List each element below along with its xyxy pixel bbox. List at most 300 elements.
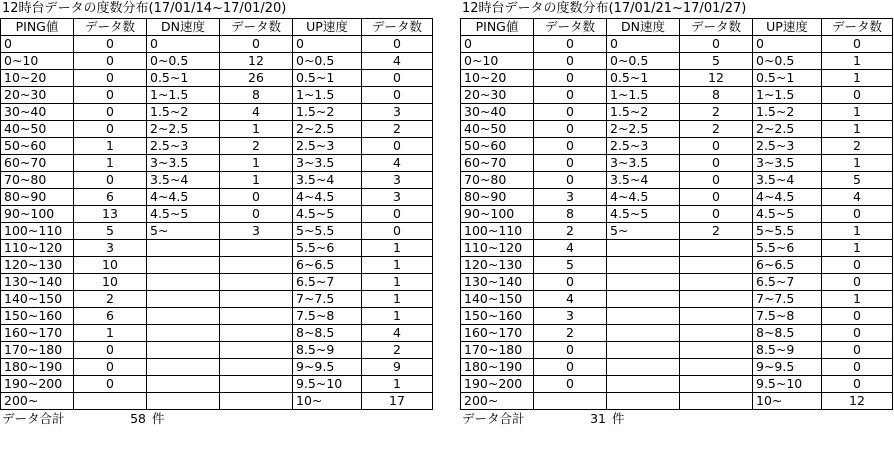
dn-range-cell [607,274,680,291]
table-row [1,121,433,138]
up-range-cell: 7~7.5 [753,291,822,308]
up-range-cell: 2~2.5 [753,121,822,138]
ping-count-cell: 0 [534,172,607,189]
table-row [1,240,433,257]
ping-count-cell: 0 [74,53,147,70]
table-row [461,36,893,53]
dn-range-cell [607,359,680,376]
total-count: 31 [590,411,606,426]
up-range-cell: 9.5~10 [293,376,362,393]
up-range-cell: 1.5~2 [753,104,822,121]
dn-count-cell: 0 [220,189,293,206]
up-range-cell: 6~6.5 [753,257,822,274]
ping-range-cell: 40~50 [461,121,534,138]
header-count: データ数 [822,19,893,36]
dn-count-cell [680,308,753,325]
table-row [1,359,433,376]
ping-count-cell: 2 [534,223,607,240]
up-count-cell: 0 [822,206,893,223]
dn-count-cell: 0 [680,36,753,53]
up-range-cell: 7.5~8 [753,308,822,325]
up-range-cell: 0.5~1 [753,70,822,87]
ping-range-cell: 0~10 [461,53,534,70]
dn-range-cell [147,325,220,342]
ping-range-cell: 200~ [1,393,74,410]
ping-count-cell: 4 [534,240,607,257]
table-row [1,138,433,155]
up-count-cell: 0 [822,87,893,104]
header-count: データ数 [362,19,433,36]
up-range-cell: 6.5~7 [753,274,822,291]
dn-count-cell: 2 [680,104,753,121]
dn-range-cell: 3.5~4 [147,172,220,189]
up-count-cell: 1 [822,121,893,138]
ping-range-cell: 160~170 [1,325,74,342]
table-row [1,87,433,104]
up-range-cell: 5~5.5 [293,223,362,240]
ping-range-cell: 50~60 [461,138,534,155]
dn-range-cell [607,393,680,410]
total-count: 58 [130,411,146,426]
dn-range-cell [147,308,220,325]
dn-count-cell [220,342,293,359]
ping-count-cell: 8 [534,206,607,223]
up-count-cell: 0 [822,274,893,291]
ping-range-cell: 90~100 [461,206,534,223]
up-count-cell: 4 [362,155,433,172]
up-range-cell: 2.5~3 [753,138,822,155]
ping-count-cell: 2 [534,325,607,342]
table-row [461,342,893,359]
ping-range-cell: 0 [1,36,74,53]
dn-count-cell [220,376,293,393]
table-row [1,291,433,308]
up-range-cell: 7.5~8 [293,308,362,325]
table-row [1,274,433,291]
ping-range-cell: 70~80 [461,172,534,189]
table-row [461,325,893,342]
table-row [461,359,893,376]
table-row [1,376,433,393]
ping-count-cell: 0 [74,70,147,87]
dn-range-cell: 5~ [607,223,680,240]
up-count-cell: 0 [822,342,893,359]
table-row [1,189,433,206]
dn-range-cell: 0 [607,36,680,53]
ping-count-cell: 0 [534,104,607,121]
ping-range-cell: 140~150 [1,291,74,308]
dn-range-cell [607,376,680,393]
dn-count-cell: 0 [680,155,753,172]
ping-count-cell: 0 [74,342,147,359]
up-count-cell: 2 [822,138,893,155]
ping-count-cell: 13 [74,206,147,223]
dn-range-cell [147,342,220,359]
header-up-speed: UP速度 [753,19,822,36]
ping-count-cell: 3 [74,240,147,257]
up-count-cell: 1 [822,240,893,257]
table-row [1,257,433,274]
dn-range-cell: 1.5~2 [147,104,220,121]
table-row [461,240,893,257]
up-range-cell: 8.5~9 [293,342,362,359]
up-range-cell: 1~1.5 [753,87,822,104]
ping-count-cell: 0 [534,53,607,70]
up-count-cell: 4 [822,189,893,206]
ping-count-cell [534,393,607,410]
dn-count-cell [680,359,753,376]
ping-count-cell: 5 [534,257,607,274]
dn-range-cell [147,291,220,308]
table-title: 12時台データの度数分布(17/01/21~17/01/27) [462,1,747,16]
dn-count-cell: 26 [220,70,293,87]
up-range-cell: 10~ [293,393,362,410]
header-dn-speed: DN速度 [147,19,220,36]
header-count: データ数 [680,19,753,36]
table-row [461,53,893,70]
up-range-cell: 5.5~6 [753,240,822,257]
up-count-cell: 4 [362,325,433,342]
up-range-cell: 9.5~10 [753,376,822,393]
up-count-cell: 1 [822,223,893,240]
ping-count-cell: 5 [74,223,147,240]
dn-range-cell: 2.5~3 [147,138,220,155]
header-row [1,19,433,36]
ping-count-cell: 0 [534,87,607,104]
dn-range-cell [147,274,220,291]
dn-count-cell: 1 [220,172,293,189]
total-row [460,410,892,428]
dn-count-cell: 5 [680,53,753,70]
dn-count-cell [680,240,753,257]
up-count-cell: 0 [822,359,893,376]
dn-range-cell: 2.5~3 [607,138,680,155]
ping-count-cell: 0 [534,70,607,87]
ping-range-cell: 100~110 [1,223,74,240]
up-count-cell: 1 [362,291,433,308]
dn-count-cell [680,376,753,393]
ping-count-cell: 0 [74,87,147,104]
ping-range-cell: 60~70 [461,155,534,172]
table-row [461,206,893,223]
up-range-cell: 5.5~6 [293,240,362,257]
up-range-cell: 8~8.5 [293,325,362,342]
table-row [461,155,893,172]
up-range-cell: 10~ [753,393,822,410]
up-count-cell: 1 [362,257,433,274]
dn-count-cell: 4 [220,104,293,121]
up-count-cell: 3 [362,172,433,189]
dn-range-cell: 3~3.5 [147,155,220,172]
up-count-cell: 0 [822,36,893,53]
up-count-cell: 1 [822,104,893,121]
dn-range-cell: 0.5~1 [607,70,680,87]
dn-range-cell [607,240,680,257]
table-row [461,138,893,155]
up-range-cell: 9~9.5 [293,359,362,376]
ping-range-cell: 150~160 [461,308,534,325]
ping-range-cell: 100~110 [461,223,534,240]
table-row [1,393,433,410]
header-count: データ数 [220,19,293,36]
dn-range-cell: 5~ [147,223,220,240]
header-row [461,19,893,36]
dn-range-cell: 3~3.5 [607,155,680,172]
up-range-cell: 0 [293,36,362,53]
frequency-table [0,18,433,410]
dn-count-cell [220,291,293,308]
dn-count-cell: 2 [680,223,753,240]
ping-range-cell: 30~40 [1,104,74,121]
table-row [461,376,893,393]
ping-range-cell: 130~140 [461,274,534,291]
ping-count-cell: 0 [534,376,607,393]
dn-range-cell: 0~0.5 [607,53,680,70]
table-row [461,274,893,291]
up-count-cell: 1 [822,291,893,308]
up-range-cell: 0.5~1 [293,70,362,87]
ping-range-cell: 20~30 [461,87,534,104]
dn-range-cell: 0.5~1 [147,70,220,87]
up-range-cell: 3.5~4 [293,172,362,189]
up-range-cell: 5~5.5 [753,223,822,240]
ping-range-cell: 130~140 [1,274,74,291]
dn-range-cell [147,376,220,393]
dn-count-cell [680,342,753,359]
dn-range-cell [147,393,220,410]
up-range-cell: 4.5~5 [753,206,822,223]
dn-count-cell: 2 [220,138,293,155]
up-count-cell: 0 [362,87,433,104]
dn-range-cell: 1.5~2 [607,104,680,121]
up-count-cell: 1 [362,308,433,325]
dn-count-cell [220,240,293,257]
header-ping: PING値 [461,19,534,36]
header-count: データ数 [74,19,147,36]
up-count-cell: 2 [362,342,433,359]
ping-count-cell: 0 [534,36,607,53]
table-row [1,308,433,325]
dn-range-cell [147,257,220,274]
ping-range-cell: 190~200 [461,376,534,393]
up-range-cell: 2.5~3 [293,138,362,155]
ping-count-cell: 1 [74,138,147,155]
ping-count-cell: 1 [74,325,147,342]
up-count-cell: 1 [822,53,893,70]
dn-range-cell: 4.5~5 [607,206,680,223]
header-count: データ数 [534,19,607,36]
table-row [1,36,433,53]
up-range-cell: 8.5~9 [753,342,822,359]
dn-count-cell [220,359,293,376]
up-count-cell: 2 [362,121,433,138]
dn-count-cell [680,325,753,342]
ping-count-cell: 0 [534,121,607,138]
ping-count-cell: 0 [74,36,147,53]
dn-count-cell: 0 [680,206,753,223]
up-range-cell: 0~0.5 [753,53,822,70]
dn-count-cell [220,308,293,325]
dn-range-cell [147,240,220,257]
up-count-cell: 0 [362,36,433,53]
table-row [461,121,893,138]
up-range-cell: 4.5~5 [293,206,362,223]
table-row [461,172,893,189]
ping-count-cell: 0 [74,172,147,189]
up-count-cell: 1 [362,240,433,257]
dn-count-cell [220,257,293,274]
up-count-cell: 17 [362,393,433,410]
ping-count-cell [74,393,147,410]
up-count-cell: 1 [822,70,893,87]
ping-range-cell: 110~120 [461,240,534,257]
dn-count-cell [680,393,753,410]
up-count-cell: 0 [362,206,433,223]
ping-range-cell: 90~100 [1,206,74,223]
up-count-cell: 0 [822,308,893,325]
dn-range-cell [147,359,220,376]
header-ping: PING値 [1,19,74,36]
up-range-cell: 0 [753,36,822,53]
dn-count-cell: 1 [220,155,293,172]
ping-count-cell: 0 [534,138,607,155]
table-row [1,70,433,87]
up-count-cell: 0 [822,257,893,274]
dn-count-cell [680,257,753,274]
up-count-cell: 1 [822,155,893,172]
up-range-cell: 6~6.5 [293,257,362,274]
dn-range-cell: 0~0.5 [147,53,220,70]
ping-count-cell: 3 [534,189,607,206]
up-count-cell: 0 [822,376,893,393]
total-label: データ合計 [462,411,525,426]
table-row [461,291,893,308]
dn-range-cell [607,291,680,308]
header-up-speed: UP速度 [293,19,362,36]
up-count-cell: 1 [362,376,433,393]
ping-range-cell: 10~20 [1,70,74,87]
ping-range-cell: 20~30 [1,87,74,104]
ping-count-cell: 10 [74,257,147,274]
total-row [0,410,432,428]
table-row [461,189,893,206]
table-row [1,342,433,359]
table-row [1,206,433,223]
dn-count-cell: 0 [680,138,753,155]
dn-count-cell: 8 [220,87,293,104]
dn-count-cell: 1 [220,121,293,138]
ping-count-cell: 3 [534,308,607,325]
ping-range-cell: 180~190 [461,359,534,376]
table-title: 12時台データの度数分布(17/01/14~17/01/20) [2,1,287,16]
dn-count-cell: 0 [680,172,753,189]
up-range-cell: 3.5~4 [753,172,822,189]
up-range-cell: 4~4.5 [753,189,822,206]
ping-range-cell: 40~50 [1,121,74,138]
up-count-cell: 4 [362,53,433,70]
dn-count-cell: 8 [680,87,753,104]
ping-count-cell: 0 [534,155,607,172]
ping-count-cell: 10 [74,274,147,291]
dn-count-cell [680,274,753,291]
up-range-cell: 9~9.5 [753,359,822,376]
ping-range-cell: 30~40 [461,104,534,121]
ping-range-cell: 80~90 [1,189,74,206]
ping-count-cell: 0 [74,121,147,138]
up-range-cell: 3~3.5 [753,155,822,172]
header-dn-speed: DN速度 [607,19,680,36]
dn-range-cell [607,308,680,325]
ping-range-cell: 60~70 [1,155,74,172]
dn-count-cell: 0 [220,36,293,53]
total-unit: 件 [612,411,625,426]
dn-count-cell [220,393,293,410]
frequency-table [460,18,893,410]
dn-range-cell: 3.5~4 [607,172,680,189]
ping-range-cell: 0 [461,36,534,53]
dn-count-cell: 12 [680,70,753,87]
total-label: データ合計 [2,411,65,426]
up-count-cell: 0 [362,70,433,87]
ping-count-cell: 0 [534,274,607,291]
ping-range-cell: 180~190 [1,359,74,376]
table-row [1,223,433,240]
dn-range-cell [607,342,680,359]
ping-count-cell: 2 [74,291,147,308]
up-count-cell: 3 [362,104,433,121]
ping-range-cell: 70~80 [1,172,74,189]
up-range-cell: 4~4.5 [293,189,362,206]
dn-count-cell: 0 [680,189,753,206]
ping-range-cell: 160~170 [461,325,534,342]
table-row [1,104,433,121]
ping-count-cell: 4 [534,291,607,308]
ping-count-cell: 0 [74,359,147,376]
table-row [461,393,893,410]
table-row [1,155,433,172]
dn-count-cell: 0 [220,206,293,223]
table-row [461,308,893,325]
dn-range-cell: 1~1.5 [607,87,680,104]
dn-count-cell [220,325,293,342]
ping-count-cell: 6 [74,189,147,206]
table-row [461,104,893,121]
up-count-cell: 0 [362,138,433,155]
ping-count-cell: 0 [74,104,147,121]
ping-range-cell: 170~180 [461,342,534,359]
up-range-cell: 6.5~7 [293,274,362,291]
up-count-cell: 1 [362,274,433,291]
table-row [1,53,433,70]
up-range-cell: 0~0.5 [293,53,362,70]
ping-range-cell: 170~180 [1,342,74,359]
up-count-cell: 9 [362,359,433,376]
ping-range-cell: 140~150 [461,291,534,308]
ping-range-cell: 190~200 [1,376,74,393]
dn-count-cell: 12 [220,53,293,70]
dn-range-cell: 0 [147,36,220,53]
table-row [461,257,893,274]
up-range-cell: 2~2.5 [293,121,362,138]
table-row [1,172,433,189]
dn-count-cell: 2 [680,121,753,138]
up-count-cell: 5 [822,172,893,189]
table-row [461,70,893,87]
ping-range-cell: 50~60 [1,138,74,155]
up-count-cell: 0 [822,325,893,342]
ping-range-cell: 10~20 [461,70,534,87]
ping-count-cell: 0 [534,359,607,376]
